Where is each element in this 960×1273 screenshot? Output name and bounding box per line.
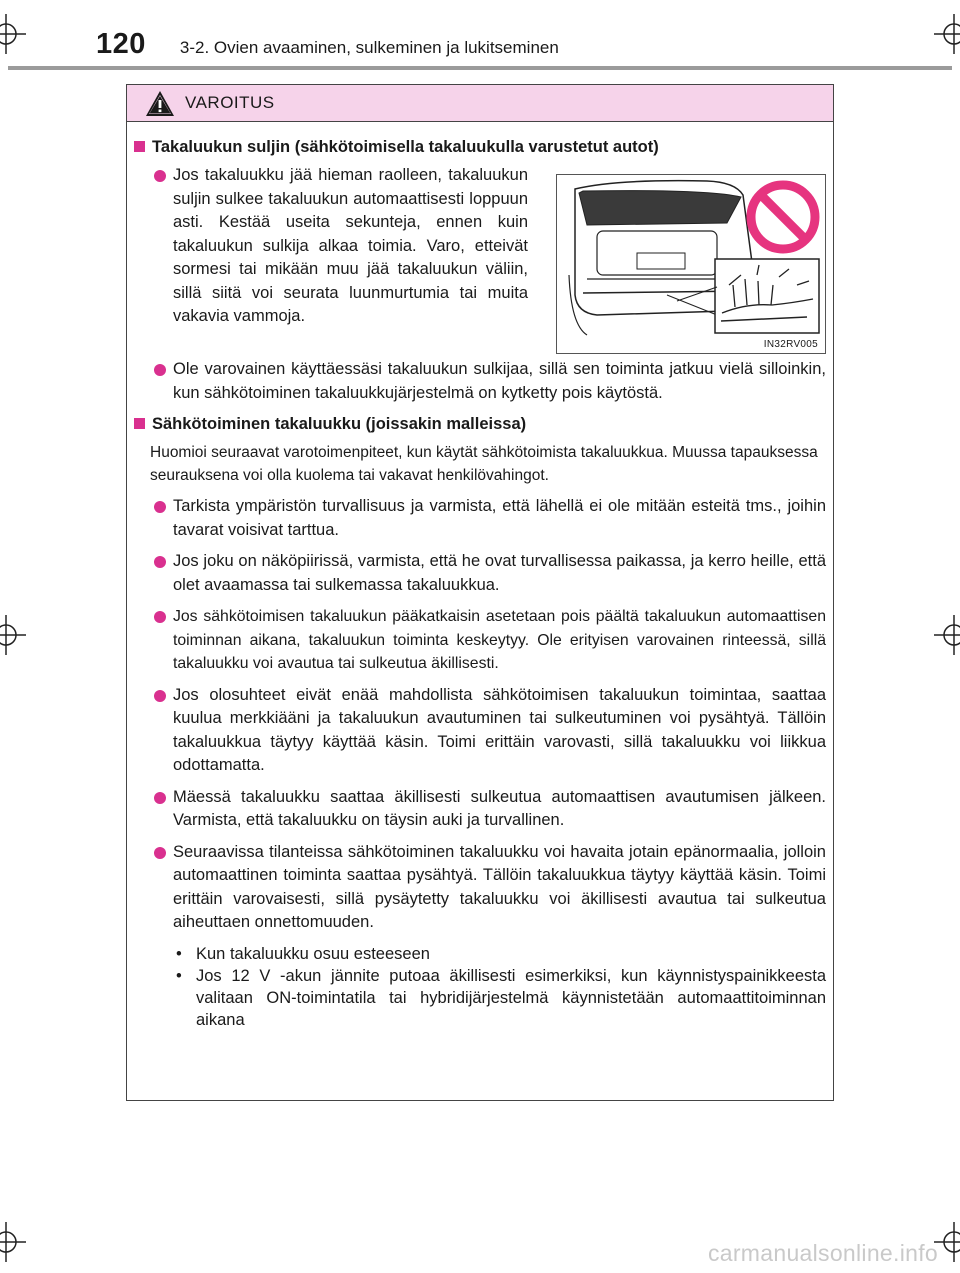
list-item-text: Seuraavissa tilanteissa sähkötoiminen takaluukku voi havaita jotain epänormaalia, jolloin automaattinen toiminta saattaa pysähtyä. Tällöin takaluukkua täytyy käyttää käsin. Toimi erittäin varovaisesti, sillä pysäytetty takaluukku voi äkillisesti avautua tai sulkeutua aiheuttaen onnettomuuden. bbox=[173, 842, 826, 931]
round-bullet-icon bbox=[154, 792, 166, 804]
sub-list-item-text: Kun takaluukku osuu esteeseen bbox=[196, 944, 430, 963]
round-bullet-icon bbox=[154, 611, 166, 623]
figure-code: IN32RV005 bbox=[763, 339, 818, 350]
warning-box bbox=[126, 84, 834, 1101]
registration-mark-icon bbox=[0, 14, 26, 54]
page-number: 120 bbox=[96, 28, 146, 60]
warning-content bbox=[127, 122, 833, 1031]
section-heading bbox=[134, 413, 826, 435]
section-title: 3-2. Ovien avaaminen, sulkeminen ja lukitseminen bbox=[179, 38, 559, 57]
sub-list-item bbox=[176, 965, 826, 1031]
header-rule bbox=[8, 66, 952, 70]
section-heading-text: Sähkötoiminen takaluukku (joissakin malleissa) bbox=[152, 415, 527, 433]
dot-bullet-icon: • bbox=[176, 966, 182, 985]
round-bullet-icon bbox=[154, 170, 166, 182]
list-item-text: Jos joku on näköpiirissä, varmista, että he ovat turvallisessa paikassa, ja kerro heille, että olet avaamassa tai sulkemassa takaluukkua. bbox=[173, 552, 826, 594]
first-item-row bbox=[134, 164, 826, 354]
dot-bullet-icon: • bbox=[176, 944, 182, 963]
round-bullet-icon bbox=[154, 501, 166, 513]
round-bullet-icon bbox=[154, 364, 166, 376]
list-item-text: Jos olosuhteet eivät enää mahdollista sähkötoimisen takaluukun toimintaa, saattaa kuulua merkkiääni ja takaluukun avautuminen tai sulkeutuminen voi pysähtyä. Tällöin takaluukkua täytyy käyttää käsin. Toimi erittäin varovasti, sillä takaluukku voi liikkua odottamatta. bbox=[173, 685, 826, 774]
list-item-text: Jos takaluukku jää hieman raolleen, takaluukun suljin sulkee takaluukun automaattisesti loppuun asti. Kestää useita sekunteja, ennen kuin takaluukun sulkija alkaa toimia. Varo, etteivät sormesi tai mikään muu jää takaluukun väliin, sillä siitä voi seurata luunmurtumia tai muita vakavia vammoja. bbox=[173, 166, 528, 325]
section-intro: Huomioi seuraavat varotoimenpiteet, kun käytät sähkötoimista takaluukkua. Muussa tapauksessa seurauksena voi olla kuolema tai vakavat henkilövahingot. bbox=[150, 444, 818, 484]
watermark: carmanualsonline.info bbox=[707, 1240, 938, 1266]
list-item bbox=[134, 605, 826, 676]
list-item bbox=[134, 786, 826, 833]
registration-mark-icon bbox=[0, 615, 26, 655]
warning-header bbox=[127, 85, 833, 122]
warning-triangle-icon bbox=[145, 90, 175, 117]
page-header bbox=[96, 28, 559, 61]
registration-mark-icon bbox=[934, 14, 960, 54]
warning-label: VAROITUS bbox=[185, 93, 275, 112]
registration-mark-icon bbox=[0, 1222, 26, 1262]
list-item bbox=[134, 495, 826, 542]
list-item bbox=[134, 841, 826, 935]
list-item bbox=[134, 358, 826, 405]
list-item-text: Ole varovainen käyttäessäsi takaluukun sulkijaa, sillä sen toiminta jatkuu vielä silloinkin, kun sähkötoiminen takaluukkujärjestelmä on kytketty pois käytöstä. bbox=[173, 360, 826, 402]
sub-list bbox=[176, 943, 826, 1031]
list-item-text: Mäessä takaluukku saattaa äkillisesti sulkeutua automaattisen avautumisen jälkeen. Varmista, että takaluukku on täysin auki ja turvallinen. bbox=[173, 787, 826, 829]
list-item bbox=[134, 164, 528, 346]
list-item-text: Jos sähkötoimisen takaluukun pääkatkaisin asetetaan pois päältä takaluukun automaattisen toiminnan aikana, takaluukun toiminta keskeytyy. Ole erityisen varovainen rinteessä, sillä takaluukku voi avautua tai sulkeutua äkillisesti. bbox=[173, 608, 826, 672]
sub-list-item bbox=[176, 943, 826, 965]
sub-list-item-text: Jos 12 V -akun jännite putoaa äkillisesti esimerkiksi, kun käynnistyspainikkeesta valitaan ON-toimintatila tai hybridijärjestelmä käynnistetään automaattitoiminnan aikana bbox=[196, 966, 826, 1029]
round-bullet-icon bbox=[154, 690, 166, 702]
section-heading-text: Takaluukun suljin (sähkötoimisella takaluukulla varustetut autot) bbox=[152, 138, 659, 156]
tailgate-pinch-illustration bbox=[557, 175, 825, 353]
square-bullet-icon bbox=[134, 418, 145, 429]
list-item bbox=[134, 550, 826, 597]
round-bullet-icon bbox=[154, 556, 166, 568]
round-bullet-icon bbox=[154, 847, 166, 859]
section-heading bbox=[134, 136, 826, 158]
registration-mark-icon bbox=[934, 615, 960, 655]
square-bullet-icon bbox=[134, 141, 145, 152]
list-item bbox=[134, 684, 826, 778]
tailgate-illustration bbox=[556, 174, 826, 354]
list-item-text: Tarkista ympäristön turvallisuus ja varmista, että lähellä ei ole mitään esteitä tms., joihin tavarat voisivat tarttua. bbox=[173, 497, 826, 539]
